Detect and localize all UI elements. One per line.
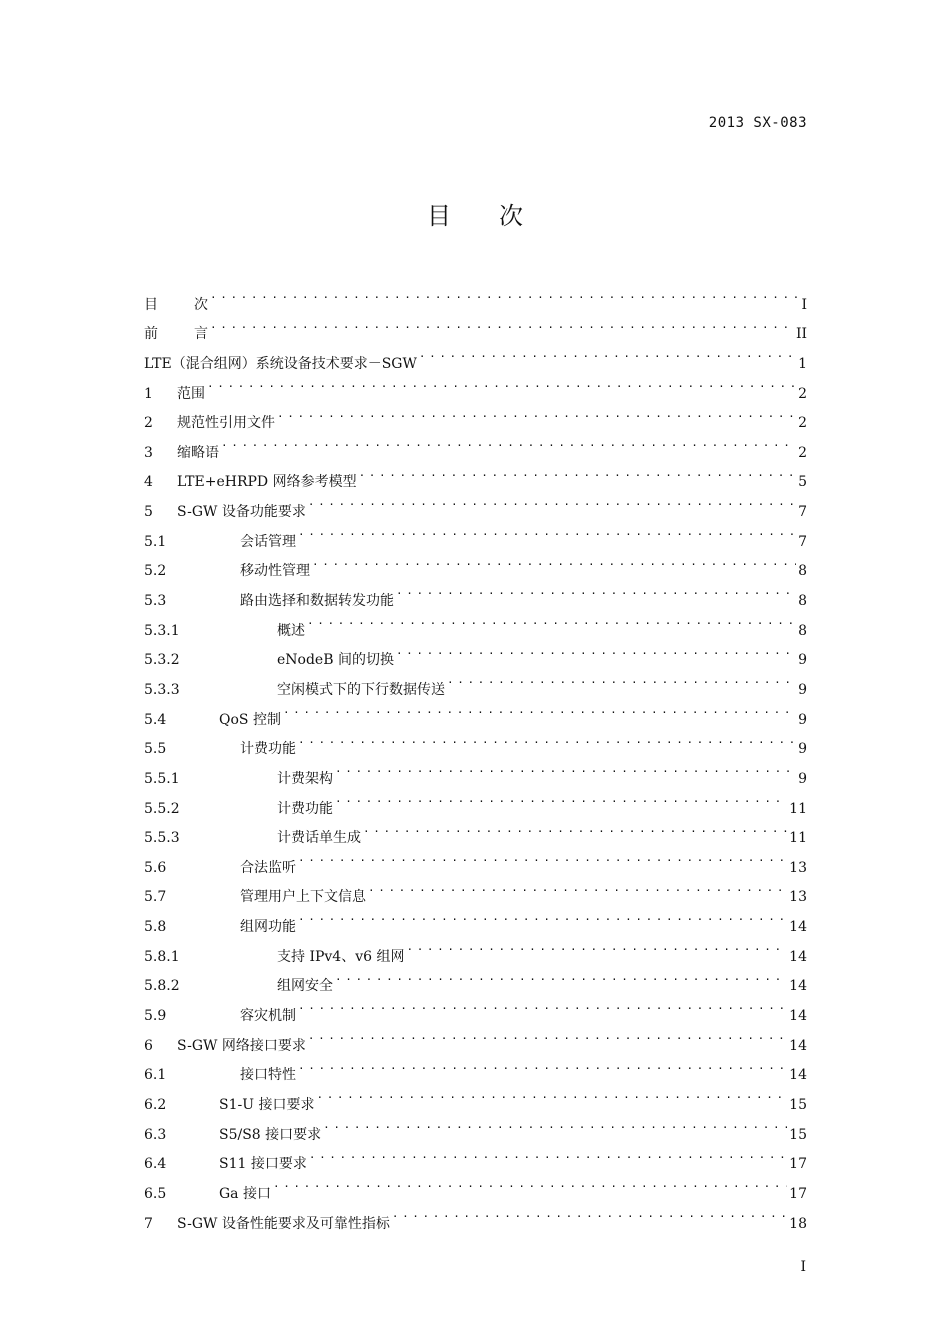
toc-entry-number: 5.9 xyxy=(144,1008,167,1025)
page-number: I xyxy=(800,1259,806,1275)
document-code: 2013 SX-083 xyxy=(708,115,807,131)
table-of-contents xyxy=(144,279,807,1232)
toc-entry-page: 8 xyxy=(798,563,807,580)
toc-entry-number: 5.8 xyxy=(144,919,167,936)
toc-entry-number: 6.3 xyxy=(144,1126,167,1143)
toc-entry-title: 移动性管理 xyxy=(240,563,310,580)
toc-entry[interactable] xyxy=(144,338,807,372)
toc-dot-leader xyxy=(298,724,796,754)
toc-entry-number: 2 xyxy=(144,415,153,432)
toc-entry-number: 5.5.1 xyxy=(144,770,180,787)
toc-entry-page: 18 xyxy=(789,1215,807,1232)
toc-dot-leader xyxy=(447,664,796,694)
toc-entry-page: 14 xyxy=(789,948,807,965)
toc-dot-leader xyxy=(283,694,796,724)
toc-entry-page: 15 xyxy=(789,1126,807,1143)
toc-entry-title: 概述 xyxy=(277,622,305,639)
toc-entry-page: 5 xyxy=(798,474,807,491)
toc-entry-number: 1 xyxy=(144,385,153,402)
toc-entry-page: 11 xyxy=(789,800,807,817)
toc-dot-leader xyxy=(392,1198,787,1228)
toc-entry-number: 3 xyxy=(144,444,153,461)
toc-entry-page: 9 xyxy=(798,770,807,787)
toc-entry-page: 14 xyxy=(789,978,807,995)
toc-entry-page: 1 xyxy=(798,355,807,372)
toc-entry-number: 5.8.2 xyxy=(144,978,180,995)
toc-entry-page: 9 xyxy=(798,711,807,728)
toc-entry-title: 容灾机制 xyxy=(240,1008,296,1025)
toc-entry-title: 管理用户上下文信息 xyxy=(240,889,366,906)
toc-entry[interactable] xyxy=(144,457,807,491)
toc-entry[interactable] xyxy=(144,279,807,313)
toc-entry-title: 言 xyxy=(194,326,208,343)
toc-entry-page: 17 xyxy=(789,1185,807,1202)
toc-entry-number: 目 xyxy=(144,296,158,313)
toc-entry-number: 5.3.3 xyxy=(144,681,180,698)
toc-entry-number: 6.5 xyxy=(144,1185,167,1202)
toc-entry[interactable] xyxy=(144,368,807,402)
toc-entry-number: 5 xyxy=(144,504,153,521)
toc-entry-number: 6.4 xyxy=(144,1156,167,1173)
toc-dot-leader xyxy=(221,427,796,457)
toc-dot-leader xyxy=(298,990,787,1020)
toc-entry[interactable] xyxy=(144,309,807,343)
toc-dot-leader xyxy=(273,1168,787,1198)
toc-dot-leader xyxy=(316,1079,787,1109)
toc-entry-page: 8 xyxy=(798,622,807,639)
toc-dot-leader xyxy=(309,1139,787,1169)
toc-entry-number: 5.1 xyxy=(144,533,167,550)
toc-entry-page: 14 xyxy=(789,1037,807,1054)
toc-dot-leader xyxy=(323,1109,787,1139)
toc-entry-number: 前 xyxy=(144,326,158,343)
toc-entry-number: 5.8.1 xyxy=(144,948,180,965)
toc-dot-leader xyxy=(210,309,794,339)
toc-entry-page: 17 xyxy=(789,1156,807,1173)
toc-dot-leader xyxy=(359,457,797,487)
toc-dot-leader xyxy=(368,872,787,902)
toc-entry-page: 14 xyxy=(789,1067,807,1084)
page-title-char-1: 目 xyxy=(427,202,451,230)
toc-entry-number: 5.5.2 xyxy=(144,800,180,817)
toc-dot-leader xyxy=(396,635,796,665)
toc-entry-title: 计费话单生成 xyxy=(277,830,361,847)
toc-entry-page: 13 xyxy=(789,889,807,906)
toc-dot-leader xyxy=(396,575,796,605)
toc-entry-number: 4 xyxy=(144,474,153,491)
toc-dot-leader xyxy=(406,931,787,961)
toc-entry-title: 次 xyxy=(194,296,208,313)
toc-entry-title: S1-U 接口要求 xyxy=(219,1096,315,1113)
toc-entry-title: Ga 接口 xyxy=(219,1185,271,1202)
toc-entry-page: 9 xyxy=(798,681,807,698)
toc-dot-leader xyxy=(335,753,796,783)
toc-entry-number: 5.5 xyxy=(144,741,167,758)
toc-dot-leader xyxy=(298,1050,787,1080)
toc-entry-page: 13 xyxy=(789,859,807,876)
toc-entry-page: 2 xyxy=(798,385,807,402)
toc-entry-title: LTE（混合组网）系统设备技术要求－SGW xyxy=(144,355,417,372)
toc-entry-page: 2 xyxy=(798,415,807,432)
toc-entry-page: 9 xyxy=(798,652,807,669)
toc-entry-page: 9 xyxy=(798,741,807,758)
toc-entry-title: 计费功能 xyxy=(240,741,296,758)
toc-dot-leader xyxy=(298,901,787,931)
toc-entry-page: I xyxy=(801,296,807,313)
toc-entry-page: 2 xyxy=(798,444,807,461)
toc-entry-title: eNodeB 间的切换 xyxy=(277,652,394,669)
toc-dot-leader xyxy=(210,279,799,309)
page-title-char-2: 次 xyxy=(499,202,523,230)
toc-dot-leader xyxy=(207,368,796,398)
toc-entry-page: 11 xyxy=(789,830,807,847)
toc-dot-leader xyxy=(308,486,796,516)
toc-entry-number: 6 xyxy=(144,1037,153,1054)
toc-entry-title: 路由选择和数据转发功能 xyxy=(240,593,394,610)
toc-entry-title: 计费功能 xyxy=(277,800,333,817)
toc-entry[interactable] xyxy=(144,398,807,432)
toc-entry-title: S-GW 设备功能要求 xyxy=(177,504,306,521)
toc-dot-leader xyxy=(335,961,787,991)
toc-entry-number: 6.1 xyxy=(144,1067,167,1084)
toc-entry-title: LTE+eHRPD 网络参考模型 xyxy=(177,474,357,491)
toc-dot-leader xyxy=(419,338,796,368)
toc-entry-number: 5.3.2 xyxy=(144,652,180,669)
toc-entry-title: 会话管理 xyxy=(240,533,296,550)
toc-entry-title: 空闲模式下的下行数据传送 xyxy=(277,681,445,698)
toc-dot-leader xyxy=(308,1020,787,1050)
toc-entry-title: 组网安全 xyxy=(277,978,333,995)
toc-entry-title: 支持 IPv4、v6 组网 xyxy=(277,948,405,965)
toc-entry-title: QoS 控制 xyxy=(219,711,281,728)
toc-entry-page: 14 xyxy=(789,919,807,936)
toc-dot-leader xyxy=(307,605,796,635)
toc-entry-page: 15 xyxy=(789,1096,807,1113)
toc-dot-leader xyxy=(312,546,796,576)
toc-dot-leader xyxy=(298,516,796,546)
toc-entry[interactable] xyxy=(144,427,807,461)
toc-entry-title: 合法监听 xyxy=(240,859,296,876)
toc-entry-number: 5.3.1 xyxy=(144,622,180,639)
toc-entry-page: II xyxy=(795,326,807,343)
toc-dot-leader xyxy=(298,842,787,872)
toc-entry-title: 计费架构 xyxy=(277,770,333,787)
toc-entry-page: 7 xyxy=(798,504,807,521)
toc-dot-leader xyxy=(335,783,787,813)
toc-entry-number: 5.2 xyxy=(144,563,167,580)
toc-entry-title: 规范性引用文件 xyxy=(177,415,275,432)
toc-entry-number: 5.4 xyxy=(144,711,167,728)
toc-entry-title: 接口特性 xyxy=(240,1067,296,1084)
toc-entry-page: 14 xyxy=(789,1008,807,1025)
toc-dot-leader xyxy=(363,813,787,843)
toc-entry-title: 缩略语 xyxy=(177,444,219,461)
toc-entry-number: 5.3 xyxy=(144,593,167,610)
toc-entry-title: S-GW 设备性能要求及可靠性指标 xyxy=(177,1215,390,1232)
toc-entry-title: S5/S8 接口要求 xyxy=(219,1126,322,1143)
toc-dot-leader xyxy=(277,398,796,428)
toc-entry-number: 6.2 xyxy=(144,1096,167,1113)
toc-entry-number: 5.7 xyxy=(144,889,167,906)
toc-entry-title: 组网功能 xyxy=(240,919,296,936)
toc-entry-title: S11 接口要求 xyxy=(219,1156,307,1173)
toc-entry-title: S-GW 网络接口要求 xyxy=(177,1037,306,1054)
toc-entry-number: 5.6 xyxy=(144,859,167,876)
toc-entry-number: 5.5.3 xyxy=(144,830,180,847)
page-title xyxy=(0,196,950,231)
toc-entry-page: 8 xyxy=(798,593,807,610)
toc-entry-number: 7 xyxy=(144,1215,153,1232)
toc-entry-page: 7 xyxy=(798,533,807,550)
toc-entry-title: 范围 xyxy=(177,385,205,402)
